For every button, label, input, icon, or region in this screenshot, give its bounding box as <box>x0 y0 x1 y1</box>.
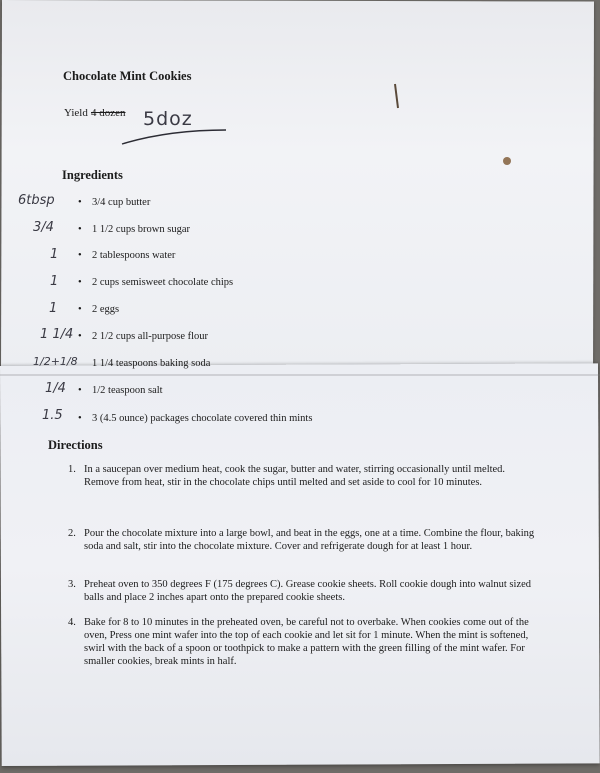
bullet: • <box>78 224 82 235</box>
recipe-title: Chocolate Mint Cookies <box>63 69 192 83</box>
bullet: • <box>78 385 82 396</box>
bullet: • <box>78 413 82 424</box>
step-number: 1. <box>68 464 76 475</box>
handwritten-note: 1.5 <box>42 408 63 423</box>
step-number: 4. <box>68 617 76 628</box>
ingredient-item: • 1 1/2 cups brown sugar <box>78 224 190 235</box>
ingredient-item: • 2 eggs <box>78 304 120 315</box>
direction-step <box>68 578 538 604</box>
ingredient-item: • 3 (4.5 ounce) packages chocolate covered thin mints <box>78 413 313 424</box>
yield-original-struck: 4 dozen <box>91 107 126 119</box>
handwritten-note: 6tbsp <box>18 193 55 208</box>
handwritten-note: 1 1/4 <box>40 327 74 342</box>
direction-step <box>68 616 538 668</box>
handwritten-note: 3/4 <box>33 220 54 235</box>
bullet: • <box>78 277 82 288</box>
ingredient-item: • 1/2 teaspoon salt <box>78 385 163 396</box>
bullet: • <box>78 304 82 315</box>
paper-fold-line <box>0 374 600 376</box>
pen-mark <box>392 82 404 112</box>
paper-upper-half <box>1 0 594 380</box>
ingredient-item: 1 1/4 teaspoons baking soda <box>92 358 211 369</box>
directions-heading: Directions <box>48 438 103 452</box>
step-number: 2. <box>68 528 76 539</box>
stain-mark <box>500 154 514 168</box>
step-text: In a saucepan over medium heat, cook the sugar, butter and water, stirring occasionally until melted. Remove from heat, stir in the chocolate chips until melted and set aside to cool for 10 minutes. <box>84 464 506 488</box>
ingredient-item: • 3/4 cup butter <box>78 197 151 208</box>
handwritten-note: 1 <box>50 274 59 289</box>
ingredient-item: • 2 cups semisweet chocolate chips <box>78 277 234 288</box>
step-text: Pour the chocolate mixture into a large bowl, and beat in the eggs, one at a time. Combine the flour, baking soda and salt, stir into the chocolate mixture. Cover and refrigerate dough for at least 1 hour. <box>84 528 535 552</box>
handwritten-note: 1/4 <box>45 381 66 396</box>
bullet: • <box>78 250 82 261</box>
bullet: • <box>78 197 82 208</box>
step-number: 3. <box>68 579 76 590</box>
handwritten-note: 1 <box>50 247 59 262</box>
direction-step <box>68 463 538 489</box>
yield-handwritten: 5doz <box>143 108 193 130</box>
yield-label: Yield <box>64 107 88 119</box>
handwritten-note: 1 <box>49 301 58 316</box>
handwritten-underline <box>118 124 230 148</box>
ingredients-heading: Ingredients <box>62 168 123 182</box>
step-text: Bake for 8 to 10 minutes in the preheated oven, be careful not to overbake. When cookies come out of the oven, Press one mint wafer into the top of each cookie and let sit for 1 minute. When the mint is softened, swirl with the back of a spoon or toothpick to make a pattern with the green filling of the mint wafer. For smaller cookies, break mints in half. <box>84 617 529 667</box>
step-text: Preheat oven to 350 degrees F (175 degrees C). Grease cookie sheets. Roll cookie dough into walnut sized balls and place 2 inches apart onto the prepared cookie sheets. <box>84 579 532 603</box>
ingredient-item: • 2 1/2 cups all-purpose flour <box>78 331 209 342</box>
bullet: • <box>78 331 82 342</box>
direction-step <box>68 527 538 553</box>
handwritten-note: 1/2+1/8 <box>33 355 78 368</box>
ingredient-item: • 2 tablespoons water <box>78 250 176 261</box>
